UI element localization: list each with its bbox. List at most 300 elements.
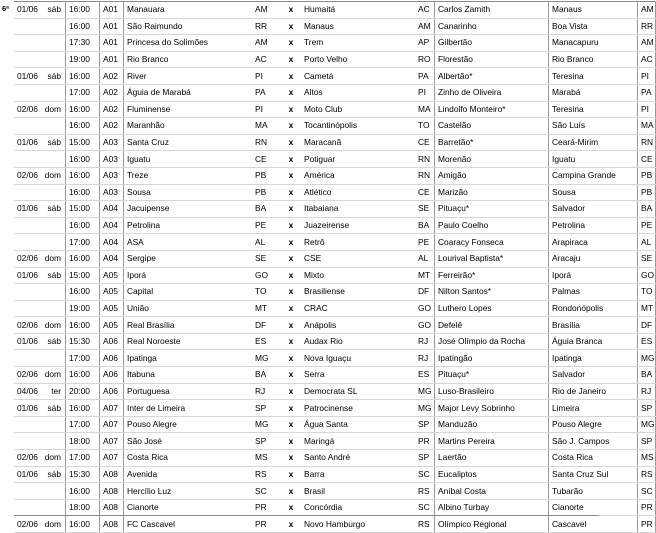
home-uf-cell: SE <box>252 250 281 267</box>
table-row <box>14 400 656 417</box>
versus-mark: x <box>281 151 301 168</box>
home-uf-cell: RR <box>252 18 281 35</box>
date-cell <box>14 350 66 367</box>
home-cell: Capital <box>124 284 253 301</box>
match-weekday: sáb <box>47 70 61 81</box>
home-cell: Itabuna <box>124 367 253 384</box>
venue-cell: Defelê <box>435 317 549 334</box>
versus-mark: x <box>281 68 301 85</box>
group-cell: A03 <box>100 151 124 168</box>
match-date: 02/06 <box>17 103 38 114</box>
away-uf-cell: AL <box>415 250 435 267</box>
match-date: 01/06 <box>17 269 38 280</box>
city-cell: Brasília <box>549 317 638 334</box>
away-cell: Juazeirense <box>301 217 415 234</box>
away-cell: Brasiliense <box>301 284 415 301</box>
group-cell: A05 <box>100 300 124 317</box>
away-cell: Retrô <box>301 234 415 251</box>
city-uf-cell: CE <box>638 151 656 168</box>
city-cell: Rondonópolis <box>549 300 638 317</box>
city-uf-cell: SP <box>638 433 656 450</box>
away-cell: Humaitá <box>301 2 415 19</box>
venue-cell: Gilbertão <box>435 35 549 52</box>
match-date: 04/06 <box>17 385 38 396</box>
away-cell: CSE <box>301 250 415 267</box>
home-uf-cell: RN <box>252 134 281 151</box>
home-cell: FC Cascavel <box>124 516 253 533</box>
away-cell: Novo Hamburgo <box>301 516 415 533</box>
match-date: 01/06 <box>17 70 38 81</box>
venue-cell: Albino Turbay <box>435 499 549 516</box>
table-row <box>14 18 656 35</box>
home-uf-cell: AL <box>252 234 281 251</box>
versus-mark: x <box>281 184 301 201</box>
group-cell: A07 <box>100 433 124 450</box>
table-row <box>14 234 656 251</box>
away-uf-cell: RO <box>415 51 435 68</box>
group-cell: A02 <box>100 68 124 85</box>
table-row <box>14 217 656 234</box>
date-cell <box>14 284 66 301</box>
city-uf-cell: AL <box>638 234 656 251</box>
time-cell: 17:00 <box>66 350 100 367</box>
date-cell <box>14 2 66 19</box>
home-cell: Treze <box>124 167 253 184</box>
city-cell: Iporá <box>549 267 638 284</box>
city-uf-cell: RN <box>638 134 656 151</box>
table-row <box>14 167 656 184</box>
home-cell: Hercílio Luz <box>124 483 253 500</box>
away-uf-cell: AM <box>415 18 435 35</box>
time-cell: 16:00 <box>66 2 100 19</box>
home-uf-cell: TO <box>252 284 281 301</box>
table-row <box>14 267 656 284</box>
venue-cell: Eucaliptos <box>435 466 549 483</box>
match-weekday: dom <box>44 452 61 463</box>
home-uf-cell: SP <box>252 400 281 417</box>
away-cell: Atlético <box>301 184 415 201</box>
time-cell: 15:00 <box>66 267 100 284</box>
venue-cell: Luthero Lopes <box>435 300 549 317</box>
table-row <box>14 350 656 367</box>
home-cell: Manauara <box>124 2 253 19</box>
versus-mark: x <box>281 450 301 467</box>
home-cell: Ipatinga <box>124 350 253 367</box>
group-cell: A04 <box>100 234 124 251</box>
home-cell: Princesa do Solimões <box>124 35 253 52</box>
table-row <box>14 151 656 168</box>
group-cell: A06 <box>100 333 124 350</box>
away-cell: Patrocinense <box>301 400 415 417</box>
away-uf-cell: BA <box>415 217 435 234</box>
home-cell: Pouso Alegre <box>124 416 253 433</box>
away-uf-cell: SE <box>415 201 435 218</box>
away-cell: Manaus <box>301 18 415 35</box>
away-cell: Mixto <box>301 267 415 284</box>
city-cell: Salvador <box>549 201 638 218</box>
away-cell: Porto Velho <box>301 51 415 68</box>
away-cell: Trem <box>301 35 415 52</box>
city-uf-cell: SE <box>638 250 656 267</box>
match-weekday: sáb <box>47 4 61 15</box>
date-cell <box>14 516 66 533</box>
match-weekday: sáb <box>47 269 61 280</box>
city-cell: Manaus <box>549 2 638 19</box>
time-cell: 18:00 <box>66 433 100 450</box>
city-cell: Rio de Janeiro <box>549 383 638 400</box>
home-uf-cell: MG <box>252 350 281 367</box>
venue-cell: Carlos Zamith <box>435 2 549 19</box>
city-cell: Teresina <box>549 68 638 85</box>
city-cell: Arapiraca <box>549 234 638 251</box>
table-row <box>14 499 656 516</box>
versus-mark: x <box>281 317 301 334</box>
match-weekday: sáb <box>47 402 61 413</box>
away-uf-cell: TO <box>415 118 435 135</box>
time-cell: 16:00 <box>66 483 100 500</box>
venue-cell: Major Levy Sobrinho <box>435 400 549 417</box>
away-uf-cell: AP <box>415 35 435 52</box>
group-cell: A03 <box>100 134 124 151</box>
away-uf-cell: PA <box>415 68 435 85</box>
venue-cell: Martins Pereira <box>435 433 549 450</box>
table-row <box>14 2 656 19</box>
home-uf-cell: PE <box>252 217 281 234</box>
group-cell: A03 <box>100 167 124 184</box>
group-cell: A05 <box>100 267 124 284</box>
home-cell: Real Noroeste <box>124 333 253 350</box>
versus-mark: x <box>281 284 301 301</box>
away-cell: Tocantinópolis <box>301 118 415 135</box>
match-weekday: dom <box>44 369 61 380</box>
match-weekday: sáb <box>47 336 61 347</box>
versus-mark: x <box>281 118 301 135</box>
home-cell: Inter de Limeira <box>124 400 253 417</box>
home-uf-cell: PA <box>252 84 281 101</box>
home-cell: Costa Rica <box>124 450 253 467</box>
away-cell: Anápolis <box>301 317 415 334</box>
away-cell: Democrata SL <box>301 383 415 400</box>
away-uf-cell: DF <box>415 284 435 301</box>
venue-cell: Coaracy Fonseca <box>435 234 549 251</box>
group-cell: A06 <box>100 367 124 384</box>
city-cell: Limeira <box>549 400 638 417</box>
home-cell: Águia de Marabá <box>124 84 253 101</box>
versus-mark: x <box>281 2 301 19</box>
city-uf-cell: MT <box>638 300 656 317</box>
group-cell: A07 <box>100 400 124 417</box>
away-uf-cell: SP <box>415 450 435 467</box>
time-cell: 16:00 <box>66 400 100 417</box>
match-weekday: sáb <box>47 468 61 479</box>
venue-cell: Amigão <box>435 167 549 184</box>
home-uf-cell: PI <box>252 68 281 85</box>
group-cell: A01 <box>100 35 124 52</box>
versus-mark: x <box>281 134 301 151</box>
table-row <box>14 84 656 101</box>
match-date: 02/06 <box>17 452 38 463</box>
versus-mark: x <box>281 367 301 384</box>
home-uf-cell: PR <box>252 499 281 516</box>
away-uf-cell: ES <box>415 367 435 384</box>
group-cell: A06 <box>100 383 124 400</box>
city-uf-cell: PB <box>638 184 656 201</box>
home-cell: Sergipe <box>124 250 253 267</box>
table-row <box>14 367 656 384</box>
match-weekday: sáb <box>47 137 61 148</box>
home-uf-cell: RJ <box>252 383 281 400</box>
home-uf-cell: RS <box>252 466 281 483</box>
away-cell: Moto Club <box>301 101 415 118</box>
time-cell: 16:00 <box>66 184 100 201</box>
home-uf-cell: MA <box>252 118 281 135</box>
date-cell <box>14 499 66 516</box>
versus-mark: x <box>281 201 301 218</box>
time-cell: 19:00 <box>66 300 100 317</box>
city-cell: Manacapuru <box>549 35 638 52</box>
home-cell: Iguatu <box>124 151 253 168</box>
away-cell: Água Santa <box>301 416 415 433</box>
group-cell: A07 <box>100 450 124 467</box>
time-cell: 19:00 <box>66 51 100 68</box>
city-uf-cell: TO <box>638 284 656 301</box>
group-cell: A01 <box>100 18 124 35</box>
venue-cell: Morenão <box>435 151 549 168</box>
home-cell: Portuguesa <box>124 383 253 400</box>
versus-mark: x <box>281 234 301 251</box>
city-cell: Marabá <box>549 84 638 101</box>
away-uf-cell: SC <box>415 499 435 516</box>
home-cell: União <box>124 300 253 317</box>
home-uf-cell: PB <box>252 167 281 184</box>
venue-cell: Paulo Coelho <box>435 217 549 234</box>
date-cell <box>14 217 66 234</box>
date-cell <box>14 35 66 52</box>
versus-mark: x <box>281 300 301 317</box>
venue-cell: Albertão* <box>435 68 549 85</box>
time-cell: 15:30 <box>66 466 100 483</box>
away-cell: CRAC <box>301 300 415 317</box>
away-cell: Brasil <box>301 483 415 500</box>
city-uf-cell: MG <box>638 350 656 367</box>
away-uf-cell: MA <box>415 101 435 118</box>
match-date: 01/06 <box>17 402 38 413</box>
away-uf-cell: RJ <box>415 333 435 350</box>
match-date: 01/06 <box>17 468 38 479</box>
venue-cell: Ipatingão <box>435 350 549 367</box>
home-uf-cell: DF <box>252 317 281 334</box>
city-uf-cell: PI <box>638 68 656 85</box>
versus-mark: x <box>281 217 301 234</box>
table-row <box>14 250 656 267</box>
city-uf-cell: AM <box>638 35 656 52</box>
venue-cell: Barretão* <box>435 134 549 151</box>
versus-mark: x <box>281 516 301 533</box>
venue-cell: Laertão <box>435 450 549 467</box>
date-cell <box>14 84 66 101</box>
city-uf-cell: PI <box>638 101 656 118</box>
versus-mark: x <box>281 18 301 35</box>
city-uf-cell: PE <box>638 217 656 234</box>
group-cell: A05 <box>100 284 124 301</box>
venue-cell: Manduzão <box>435 416 549 433</box>
table-row <box>14 433 656 450</box>
date-cell <box>14 400 66 417</box>
table-row <box>14 416 656 433</box>
table-row <box>14 201 656 218</box>
home-cell: Rio Branco <box>124 51 253 68</box>
date-cell <box>14 51 66 68</box>
city-uf-cell: RS <box>638 466 656 483</box>
table-row <box>14 466 656 483</box>
time-cell: 18:00 <box>66 499 100 516</box>
venue-cell: Aníbal Costa <box>435 483 549 500</box>
round-label: 6ª <box>2 4 9 13</box>
date-cell <box>14 101 66 118</box>
time-cell: 16:00 <box>66 167 100 184</box>
city-uf-cell: GO <box>638 267 656 284</box>
away-uf-cell: RN <box>415 167 435 184</box>
away-cell: Itabaiana <box>301 201 415 218</box>
home-cell: Maranhão <box>124 118 253 135</box>
away-cell: Cametá <box>301 68 415 85</box>
venue-cell: Florestão <box>435 51 549 68</box>
versus-mark: x <box>281 416 301 433</box>
city-uf-cell: AC <box>638 51 656 68</box>
group-cell: A04 <box>100 250 124 267</box>
match-date: 02/06 <box>17 170 38 181</box>
away-uf-cell: MG <box>415 383 435 400</box>
home-cell: Iporá <box>124 267 253 284</box>
group-cell: A06 <box>100 350 124 367</box>
table-row <box>14 101 656 118</box>
city-cell: Aracaju <box>549 250 638 267</box>
time-cell: 16:00 <box>66 18 100 35</box>
home-uf-cell: MS <box>252 450 281 467</box>
match-date: 01/06 <box>17 336 38 347</box>
venue-cell: Zinho de Oliveira <box>435 84 549 101</box>
away-uf-cell: MT <box>415 267 435 284</box>
city-cell: Palmas <box>549 284 638 301</box>
date-cell <box>14 317 66 334</box>
venue-cell: Pituaçu* <box>435 201 549 218</box>
match-weekday: dom <box>44 518 61 529</box>
date-cell <box>14 383 66 400</box>
away-cell: Maringá <box>301 433 415 450</box>
time-cell: 17:00 <box>66 416 100 433</box>
versus-mark: x <box>281 383 301 400</box>
home-uf-cell: BA <box>252 201 281 218</box>
city-cell: Tubarão <box>549 483 638 500</box>
date-cell <box>14 466 66 483</box>
time-cell: 20:00 <box>66 383 100 400</box>
away-cell: América <box>301 167 415 184</box>
away-uf-cell: CE <box>415 184 435 201</box>
city-cell: Águia Branca <box>549 333 638 350</box>
versus-mark: x <box>281 267 301 284</box>
city-uf-cell: MG <box>638 416 656 433</box>
date-cell <box>14 151 66 168</box>
time-cell: 17:00 <box>66 84 100 101</box>
venue-cell: Luso-Brasileiro <box>435 383 549 400</box>
away-uf-cell: PR <box>415 433 435 450</box>
city-uf-cell: AM <box>638 2 656 19</box>
home-cell: Petrolina <box>124 217 253 234</box>
table-row <box>14 184 656 201</box>
date-cell <box>14 234 66 251</box>
date-cell <box>14 18 66 35</box>
home-uf-cell: MT <box>252 300 281 317</box>
city-cell: Salvador <box>549 367 638 384</box>
date-cell <box>14 184 66 201</box>
away-uf-cell: GO <box>415 300 435 317</box>
match-weekday: dom <box>44 170 61 181</box>
city-uf-cell: RJ <box>638 383 656 400</box>
group-cell: A08 <box>100 499 124 516</box>
table-row <box>14 383 656 400</box>
table-row <box>14 300 656 317</box>
versus-mark: x <box>281 466 301 483</box>
venue-cell: Olímpico Regional <box>435 516 549 533</box>
away-uf-cell: MG <box>415 400 435 417</box>
match-weekday: dom <box>44 103 61 114</box>
home-cell: Jacuipense <box>124 201 253 218</box>
venue-cell: Canarinho <box>435 18 549 35</box>
match-date: 02/06 <box>17 253 38 264</box>
away-cell: Santo André <box>301 450 415 467</box>
home-uf-cell: BA <box>252 367 281 384</box>
date-cell <box>14 416 66 433</box>
away-cell: Altos <box>301 84 415 101</box>
away-uf-cell: RS <box>415 516 435 533</box>
city-cell: Cascavel <box>549 516 638 533</box>
city-cell: Ipatinga <box>549 350 638 367</box>
time-cell: 16:00 <box>66 68 100 85</box>
date-cell <box>14 118 66 135</box>
group-cell: A04 <box>100 201 124 218</box>
city-cell: Sousa <box>549 184 638 201</box>
away-uf-cell: GO <box>415 317 435 334</box>
time-cell: 15:00 <box>66 201 100 218</box>
match-date: 01/06 <box>17 203 38 214</box>
home-uf-cell: AM <box>252 2 281 19</box>
date-cell <box>14 450 66 467</box>
group-cell: A04 <box>100 217 124 234</box>
city-cell: Teresina <box>549 101 638 118</box>
home-uf-cell: SP <box>252 433 281 450</box>
away-uf-cell: PE <box>415 234 435 251</box>
away-cell: Maracanã <box>301 134 415 151</box>
bottom-rule <box>14 515 599 516</box>
away-cell: Concórdia <box>301 499 415 516</box>
group-cell: A01 <box>100 51 124 68</box>
time-cell: 16:00 <box>66 151 100 168</box>
date-cell <box>14 250 66 267</box>
venue-cell: Castelão <box>435 118 549 135</box>
time-cell: 16:00 <box>66 284 100 301</box>
date-cell <box>14 367 66 384</box>
city-cell: Iguatu <box>549 151 638 168</box>
city-uf-cell: RR <box>638 18 656 35</box>
match-weekday: sáb <box>47 203 61 214</box>
table-row <box>14 284 656 301</box>
home-uf-cell: PB <box>252 184 281 201</box>
venue-cell: Lourival Baptista* <box>435 250 549 267</box>
group-cell: A02 <box>100 101 124 118</box>
date-cell <box>14 167 66 184</box>
time-cell: 16:00 <box>66 118 100 135</box>
versus-mark: x <box>281 101 301 118</box>
